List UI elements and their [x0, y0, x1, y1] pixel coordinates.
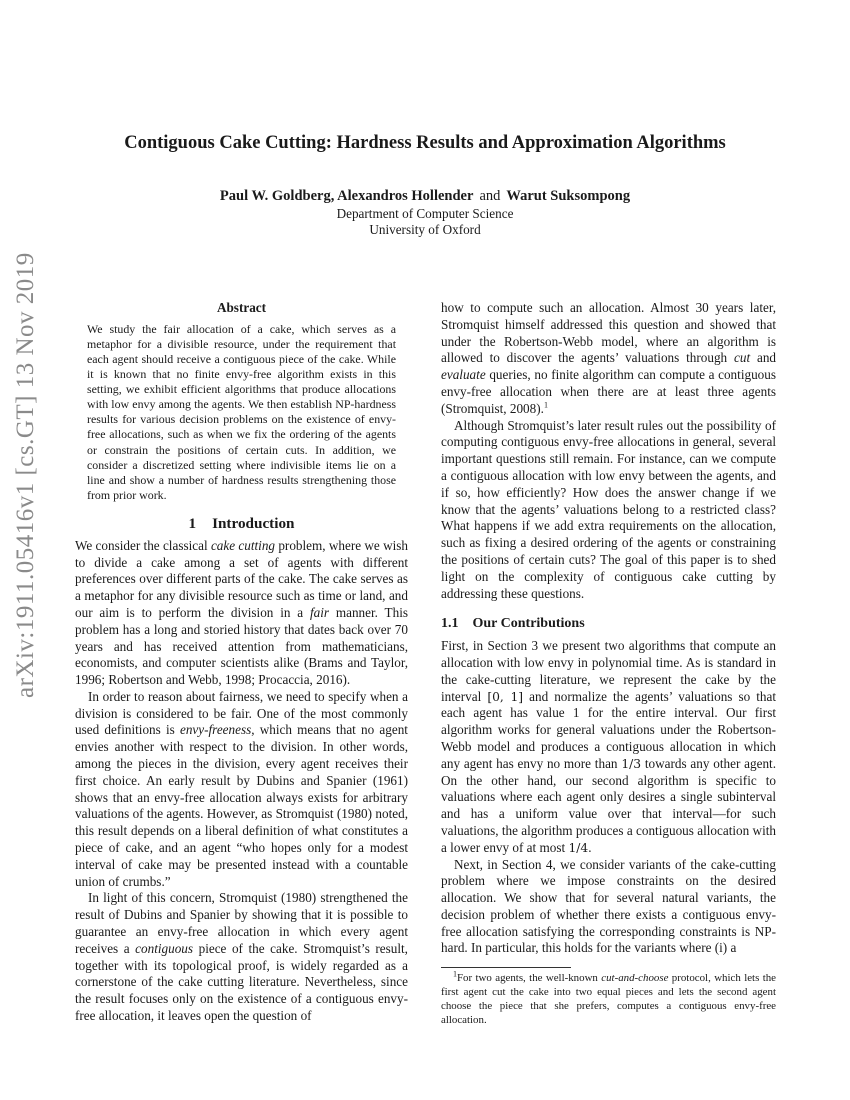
section-title: Introduction	[212, 514, 295, 532]
subsection-heading-contributions	[441, 616, 776, 633]
author-list	[0, 188, 850, 205]
subsection-number: 1.1	[441, 616, 459, 632]
intro-paragraph-3-continued: how to compute such an allocation. Almost 30 years later, Stromquist himself addressed this question and showed that under the Robertson-Webb model, where an algorithm is allowed to discover the agents’ valuations through	[441, 300, 776, 366]
subsection-title: Our Contributions	[472, 616, 585, 632]
right-column	[441, 300, 776, 1027]
abstract-heading: Abstract	[216, 300, 267, 315]
footnote-rule	[441, 967, 571, 968]
authors-first: Paul W. Goldberg, Alexandros Hollender	[219, 188, 474, 204]
intro-paragraph-2: In order to reason about fairness, we need to specify when a division is considered to be fair. One of the most commonly used definitions is envy-freeness, which means that no agent envies another with respect to the division. In other words, among the pieces in the division, every agent receives their first choice. An early result by Dubins and Spanier (1961) shows that an envy-free allocation always exists for arbitrary valuations of the agents. However, as Stromquist (1980) noted, this result depends on a liberal definition of what constitutes a piece of cake, and an agent “who hopes only for a modest interval of cake may be presented instead with a countable union of crumbs.”	[75, 688, 408, 889]
affiliation-department: Department of Computer Science	[336, 206, 514, 221]
intro-paragraph-3-tail: how to compute such an allocation. Almost 30 years later, Stromquist himself addressed this question and showed that under the Robertson-Webb model, where an algorithm is allowed to discover the agents’ valuations through cut and evaluate queries, no finite algorithm can compute a contiguous envy-free allocation when there are at least three agents (Stromquist, 2008).$^1$	[441, 300, 777, 416]
contributions-paragraph-1: First, in Section 3 we present two algorithms that compute an allocation with low envy in polynomial time. As is standard in the cake-cutting literature, we represent the cake by the interval [0, 1] and normalize the agents’ valuations so that each agent has value 1 for the entire interval. Our first algorithm works for general valuations under the Robertson-Webb model and produces a contiguous allocation in which any agent has envy no more than 1/3 towards any other agent. On the other hand, our second algorithm is specific to valuations where each agent only desires a single subinterval and has a uniform value over that interval—for such valuations, the algorithm produces a contiguous allocation with a lower envy of at most 1/4.	[441, 638, 776, 855]
abstract-text: We study the fair allocation of a cake, which serves as a metaphor for a divisible resource, under the requirement that each agent should receive a contiguous piece of the cake. While it is known that no finite envy-free algorithm exists in this setting, we exhibit efficient algorithms that produce allocations with low envy among the agents. We then establish NP-hardness results for various decision problems on the existence of envy-free allocations, such as when we fix the ordering of the agents or constrain the positions of certain cuts. In addition, we consider a discretized setting where indivisible items lie on a line and show a number of hardness results strengthening those from prior work.	[87, 321, 396, 502]
intro-paragraph-4: Although Stromquist’s later result rules out the possibility of computing contiguous envy-free allocations in general, several important questions still remain. For instance, can we compute a contiguous allocation with low envy between the agents, and if so, how efficiently? How does the answer change if we know that the agents’ valuations belong to a restricted class? What happens if we add extra requirements on the allocation, such as fixing a desired ordering of the agents or constraining the positions of certain cuts? The goal of this paper is to shed light on the complexity of contiguous cake cutting by addressing these questions.	[441, 417, 776, 601]
footnote-number: 1	[453, 969, 457, 979]
math-one-quarter: 1/4	[568, 840, 589, 855]
intro-paragraph-3: In light of this concern, Stromquist (1980) strengthened the result of Dubins and Spanier by showing that it is possible to guarantee an envy-free allocation in which every agent receives a contiguous piece of the cake. Stromquist’s result, together with its topological proof, is widely regarded as a cornerstone of the cake cutting literature. Nevertheless, since the result focuses only on the existence of a contiguous envy-free allocation, it leaves open the question of	[75, 890, 408, 1024]
paper-title: Contiguous Cake Cutting: Hardness Results and Approximation Algorithms	[124, 133, 726, 153]
math-interval: [0, 1]	[487, 689, 524, 704]
footnote-1: $^1$For two agents, the well-known cut-and-choose protocol, which lets the first agent cut the cake into two equal pieces and lets the second agent choose the piece that she prefers, computes a contiguous envy-free allocation.	[441, 969, 777, 1026]
left-column	[75, 300, 408, 1025]
arxiv-identifier-stamp: arXiv:1911.05416v1 [cs.GT] 13 Nov 2019	[12, 252, 39, 699]
authors-and: and	[479, 188, 501, 204]
math-one-third: 1/3	[621, 756, 642, 771]
contributions-paragraph-2: Next, in Section 4, we consider variants of the cake-cutting problem where we impose constraints on the desired allocation. We show that for several natural variants, the decision problem of whether there exists a contiguous envy-free allocation satisfying the corresponding constraints is NP-hard. In particular, this holds for the variants where (i) a	[441, 856, 776, 956]
intro-paragraph-1: We consider the classical cake cutting problem, where we wish to divide a cake among a set of agents with different preferences over different parts of the cake. The cake serves as a metaphor for any divisible resource such as time or land, and our aim is to perform the division in a fair manner. This problem has a long and storied history that dates back over 70 years and has received attention from mathematicians, economists, and computer scientists alike (Brams and Taylor, 1996; Robertson and Webb, 1998; Procaccia, 2016).	[75, 537, 409, 688]
authors-last: Warut Suksompong	[506, 188, 631, 204]
section-number: 1	[188, 514, 197, 532]
section-heading-introduction	[75, 516, 408, 533]
affiliation-university: University of Oxford	[369, 222, 481, 237]
footnote-marker: 1	[543, 400, 548, 410]
